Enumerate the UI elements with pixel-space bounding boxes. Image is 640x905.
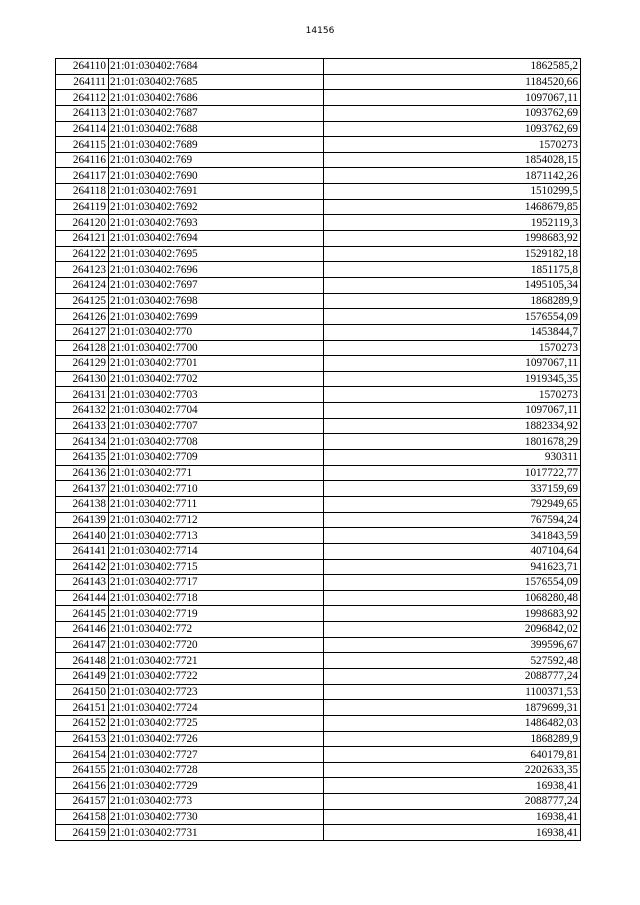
table-row [56,418,581,434]
row-number-cell: 264159 [56,825,109,841]
cadastral-value-cell: 640179,81 [324,747,581,763]
cadastral-number-cell: 21:01:030402:7693 [109,215,324,231]
cadastral-number-cell: 21:01:030402:7688 [109,121,324,137]
table-row [56,622,581,638]
cadastral-number-cell: 21:01:030402:7685 [109,74,324,90]
cadastral-number-cell: 21:01:030402:771 [109,465,324,481]
cadastral-number-cell: 21:01:030402:7689 [109,137,324,153]
row-number-cell: 264134 [56,434,109,450]
table-row [56,465,581,481]
row-number-cell: 264157 [56,794,109,810]
table-row [56,231,581,247]
cadastral-number-cell: 21:01:030402:7702 [109,371,324,387]
row-number-cell: 264127 [56,324,109,340]
cadastral-number-cell: 21:01:030402:7718 [109,590,324,606]
cadastral-number-cell: 21:01:030402:7707 [109,418,324,434]
table-row [56,762,581,778]
row-number-cell: 264128 [56,340,109,356]
cadastral-value-cell: 1097067,11 [324,403,581,419]
row-number-cell: 264124 [56,277,109,293]
row-number-cell: 264147 [56,637,109,653]
row-number-cell: 264144 [56,590,109,606]
cadastral-number-cell: 21:01:030402:7723 [109,684,324,700]
cadastral-value-cell: 1862585,2 [324,59,581,75]
cadastral-number-cell: 21:01:030402:773 [109,794,324,810]
row-number-cell: 264130 [56,371,109,387]
row-number-cell: 264142 [56,559,109,575]
row-number-cell: 264136 [56,465,109,481]
cadastral-number-cell: 21:01:030402:7691 [109,184,324,200]
row-number-cell: 264137 [56,481,109,497]
table-row [56,168,581,184]
cadastral-number-cell: 21:01:030402:7687 [109,105,324,121]
row-number-cell: 264140 [56,528,109,544]
cadastral-number-cell: 21:01:030402:7728 [109,762,324,778]
cadastral-value-cell: 1882334,92 [324,418,581,434]
row-number-cell: 264116 [56,152,109,168]
row-number-cell: 264145 [56,606,109,622]
cadastral-number-cell: 21:01:030402:7714 [109,543,324,559]
cadastral-value-cell: 1570273 [324,340,581,356]
table-row [56,74,581,90]
table-row [56,668,581,684]
cadastral-value-cell: 16938,41 [324,825,581,841]
cadastral-number-cell: 21:01:030402:7724 [109,700,324,716]
row-number-cell: 264133 [56,418,109,434]
row-number-cell: 264153 [56,731,109,747]
cadastral-value-cell: 1879699,31 [324,700,581,716]
cadastral-value-cell: 1801678,29 [324,434,581,450]
cadastral-value-table [55,58,581,841]
cadastral-number-cell: 21:01:030402:7712 [109,512,324,528]
cadastral-value-cell: 1184520,66 [324,74,581,90]
cadastral-value-cell: 2096842,02 [324,622,581,638]
table-row [56,340,581,356]
page-number: 14156 [305,26,335,36]
cadastral-value-cell: 1529182,18 [324,246,581,262]
row-number-cell: 264132 [56,403,109,419]
cadastral-number-cell: 21:01:030402:7698 [109,293,324,309]
cadastral-value-cell: 930311 [324,450,581,466]
cadastral-value-cell: 1093762,69 [324,105,581,121]
cadastral-number-cell: 21:01:030402:7684 [109,59,324,75]
cadastral-value-cell: 1068280,48 [324,590,581,606]
row-number-cell: 264150 [56,684,109,700]
cadastral-number-cell: 21:01:030402:7713 [109,528,324,544]
table-row [56,794,581,810]
row-number-cell: 264143 [56,575,109,591]
cadastral-number-cell: 21:01:030402:7720 [109,637,324,653]
cadastral-value-cell: 1017722,77 [324,465,581,481]
row-number-cell: 264148 [56,653,109,669]
table-row [56,90,581,106]
table-row [56,481,581,497]
cadastral-number-cell: 21:01:030402:7726 [109,731,324,747]
table-row [56,450,581,466]
cadastral-value-cell: 2088777,24 [324,668,581,684]
cadastral-value-cell: 1576554,09 [324,309,581,325]
table-row [56,575,581,591]
cadastral-value-cell: 1952119,3 [324,215,581,231]
cadastral-number-cell: 21:01:030402:7710 [109,481,324,497]
row-number-cell: 264115 [56,137,109,153]
cadastral-value-cell: 941623,71 [324,559,581,575]
row-number-cell: 264154 [56,747,109,763]
cadastral-number-cell: 21:01:030402:7704 [109,403,324,419]
table-row [56,215,581,231]
cadastral-number-cell: 21:01:030402:770 [109,324,324,340]
cadastral-value-cell: 1097067,11 [324,356,581,372]
cadastral-value-cell: 1453844,7 [324,324,581,340]
cadastral-number-cell: 21:01:030402:7695 [109,246,324,262]
cadastral-value-cell: 1576554,09 [324,575,581,591]
table-row [56,528,581,544]
cadastral-number-cell: 21:01:030402:7692 [109,199,324,215]
table-row [56,324,581,340]
table-row [56,731,581,747]
table-row [56,105,581,121]
cadastral-value-cell: 2088777,24 [324,794,581,810]
cadastral-number-cell: 21:01:030402:7722 [109,668,324,684]
table-row [56,590,581,606]
cadastral-value-cell: 1868289,9 [324,731,581,747]
row-number-cell: 264139 [56,512,109,528]
row-number-cell: 264156 [56,778,109,794]
row-number-cell: 264121 [56,231,109,247]
cadastral-value-cell: 1871142,26 [324,168,581,184]
cadastral-value-cell: 1570273 [324,387,581,403]
table-row [56,559,581,575]
cadastral-number-cell: 21:01:030402:7727 [109,747,324,763]
table-row [56,387,581,403]
table-row [56,293,581,309]
cadastral-value-cell: 1100371,53 [324,684,581,700]
table-row [56,356,581,372]
table-row [56,684,581,700]
cadastral-value-cell: 1468679,85 [324,199,581,215]
cadastral-number-cell: 21:01:030402:7731 [109,825,324,841]
cadastral-value-cell: 1093762,69 [324,121,581,137]
table-row [56,152,581,168]
cadastral-value-cell: 1919345,35 [324,371,581,387]
cadastral-number-cell: 21:01:030402:7725 [109,715,324,731]
cadastral-number-cell: 21:01:030402:7709 [109,450,324,466]
table-row [56,121,581,137]
cadastral-value-cell: 399596,67 [324,637,581,653]
cadastral-number-cell: 21:01:030402:7694 [109,231,324,247]
cadastral-number-cell: 21:01:030402:7701 [109,356,324,372]
table-row [56,199,581,215]
table-row [56,637,581,653]
row-number-cell: 264141 [56,543,109,559]
table-row [56,809,581,825]
row-number-cell: 264111 [56,74,109,90]
row-number-cell: 264113 [56,105,109,121]
row-number-cell: 264126 [56,309,109,325]
cadastral-value-cell: 2202633,35 [324,762,581,778]
table-row [56,700,581,716]
table-row [56,778,581,794]
table-row [56,434,581,450]
table-body [56,59,581,841]
table-row [56,747,581,763]
table-row [56,715,581,731]
row-number-cell: 264155 [56,762,109,778]
cadastral-number-cell: 21:01:030402:7699 [109,309,324,325]
table-row [56,246,581,262]
row-number-cell: 264146 [56,622,109,638]
row-number-cell: 264118 [56,184,109,200]
table-row [56,59,581,75]
cadastral-number-cell: 21:01:030402:7721 [109,653,324,669]
cadastral-value-cell: 527592,48 [324,653,581,669]
cadastral-value-cell: 1510299,5 [324,184,581,200]
row-number-cell: 264114 [56,121,109,137]
cadastral-number-cell: 21:01:030402:7717 [109,575,324,591]
cadastral-value-cell: 16938,41 [324,778,581,794]
cadastral-number-cell: 21:01:030402:7700 [109,340,324,356]
cadastral-number-cell: 21:01:030402:7719 [109,606,324,622]
row-number-cell: 264117 [56,168,109,184]
table-row [56,653,581,669]
cadastral-value-cell: 1998683,92 [324,606,581,622]
cadastral-number-cell: 21:01:030402:7711 [109,496,324,512]
row-number-cell: 264129 [56,356,109,372]
table-row [56,371,581,387]
cadastral-value-cell: 1097067,11 [324,90,581,106]
row-number-cell: 264122 [56,246,109,262]
cadastral-value-cell: 1486482,03 [324,715,581,731]
table-row [56,403,581,419]
table-row [56,309,581,325]
cadastral-value-cell: 407104,64 [324,543,581,559]
row-number-cell: 264125 [56,293,109,309]
row-number-cell: 264152 [56,715,109,731]
table-row [56,825,581,841]
table-row [56,184,581,200]
cadastral-value-cell: 1998683,92 [324,231,581,247]
row-number-cell: 264158 [56,809,109,825]
table-row [56,606,581,622]
row-number-cell: 264138 [56,496,109,512]
cadastral-value-cell: 792949,65 [324,496,581,512]
row-number-cell: 264119 [56,199,109,215]
row-number-cell: 264149 [56,668,109,684]
cadastral-value-cell: 337159,69 [324,481,581,497]
cadastral-number-cell: 21:01:030402:7690 [109,168,324,184]
cadastral-value-cell: 1851175,8 [324,262,581,278]
cadastral-number-cell: 21:01:030402:7715 [109,559,324,575]
table-row [56,262,581,278]
cadastral-value-cell: 16938,41 [324,809,581,825]
cadastral-number-cell: 21:01:030402:7703 [109,387,324,403]
row-number-cell: 264110 [56,59,109,75]
cadastral-number-cell: 21:01:030402:7729 [109,778,324,794]
row-number-cell: 264131 [56,387,109,403]
table-row [56,496,581,512]
table-row [56,512,581,528]
cadastral-number-cell: 21:01:030402:772 [109,622,324,638]
row-number-cell: 264123 [56,262,109,278]
cadastral-number-cell: 21:01:030402:7686 [109,90,324,106]
row-number-cell: 264151 [56,700,109,716]
cadastral-value-cell: 767594,24 [324,512,581,528]
cadastral-number-cell: 21:01:030402:7697 [109,277,324,293]
table-row [56,543,581,559]
table-row [56,277,581,293]
cadastral-number-cell: 21:01:030402:7730 [109,809,324,825]
row-number-cell: 264112 [56,90,109,106]
cadastral-number-cell: 21:01:030402:769 [109,152,324,168]
table-row [56,137,581,153]
row-number-cell: 264120 [56,215,109,231]
cadastral-value-cell: 1570273 [324,137,581,153]
cadastral-value-cell: 1868289,9 [324,293,581,309]
cadastral-number-cell: 21:01:030402:7708 [109,434,324,450]
row-number-cell: 264135 [56,450,109,466]
cadastral-value-cell: 341843,59 [324,528,581,544]
cadastral-value-cell: 1854028,15 [324,152,581,168]
cadastral-value-cell: 1495105,34 [324,277,581,293]
cadastral-number-cell: 21:01:030402:7696 [109,262,324,278]
